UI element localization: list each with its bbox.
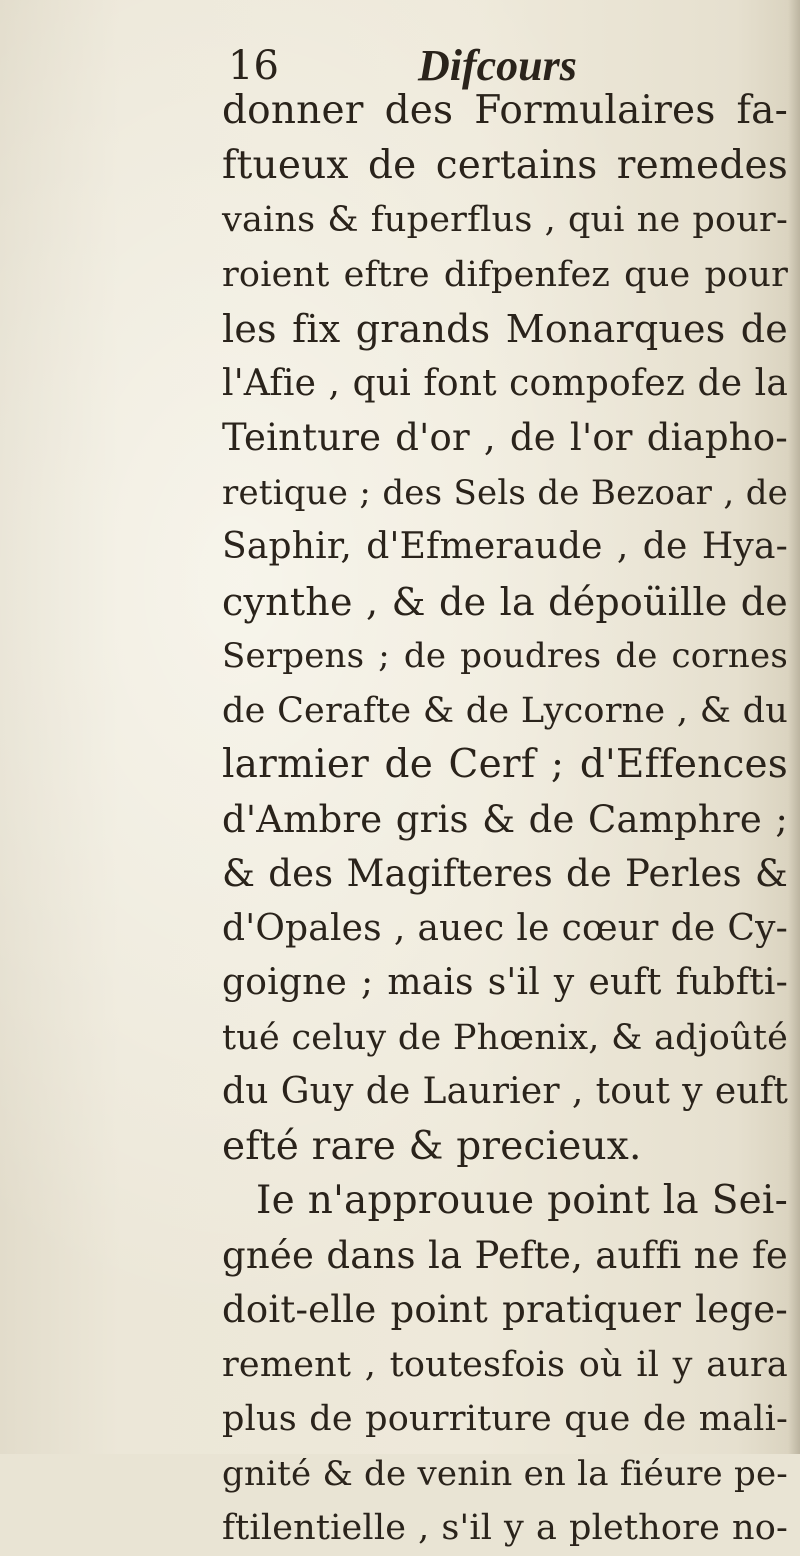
page-number: 16: [228, 43, 279, 89]
text-line: gnité & de venin en la fiéure pe-: [222, 1453, 788, 1494]
text-line: ftueux de certains remedes: [222, 142, 788, 188]
running-title: Difcours: [418, 41, 577, 90]
text-line: roient eftre difpenfez que pour: [222, 254, 788, 295]
text-line: Teinture d'or , de l'or diapho-: [222, 416, 788, 459]
text-line: tué celuy de Phœnix, & adjoûté: [222, 1017, 788, 1058]
text-line: retique ; des Sels de Bezoar , de: [222, 472, 788, 513]
paragraph-start-line: Ie n'approuue point la Sei-: [256, 1178, 788, 1223]
text-line: cynthe , & de la dépoüille de: [222, 579, 788, 624]
text-line: d'Opales , auec le cœur de Cy-: [222, 907, 788, 949]
text-line: & des Magifteres de Perles &: [222, 852, 788, 895]
text-line: l'Afie , qui font compofez de la: [222, 362, 788, 404]
text-line: ftilentielle , s'il y a plethore no-: [222, 1508, 788, 1548]
text-line: plus de pourriture que de mali-: [222, 1399, 788, 1439]
text-line: vains & fuperflus , qui ne pour-: [222, 200, 788, 240]
text-line: rement , toutesfois où il y aura: [222, 1344, 788, 1385]
text-line: Saphir, d'Efmeraude , de Hya-: [222, 526, 788, 567]
text-line: donner des Formulaires fa-: [222, 88, 788, 133]
text-line: gnée dans la Pefte, auffi ne fe: [222, 1233, 788, 1277]
text-line: les fix grands Monarques de: [222, 307, 788, 351]
text-line: du Guy de Laurier , tout y euft: [222, 1071, 788, 1112]
text-line: goigne ; mais s'il y euft fubfti-: [222, 962, 788, 1003]
text-line: Serpens ; de poudres de cornes: [222, 636, 788, 676]
body-text: [222, 84, 788, 1556]
text-line: de Cerafte & de Lycorne , & du: [222, 690, 788, 731]
page-edge-shadow: [788, 0, 800, 1454]
paragraph-end-line: efté rare & precieux.: [222, 1123, 642, 1169]
text-line: doit-elle point pratiquer lege-: [222, 1288, 788, 1331]
text-line: d'Ambre gris & de Camphre ;: [222, 797, 788, 841]
text-line: larmier de Cerf ; d'Effences: [222, 742, 788, 787]
